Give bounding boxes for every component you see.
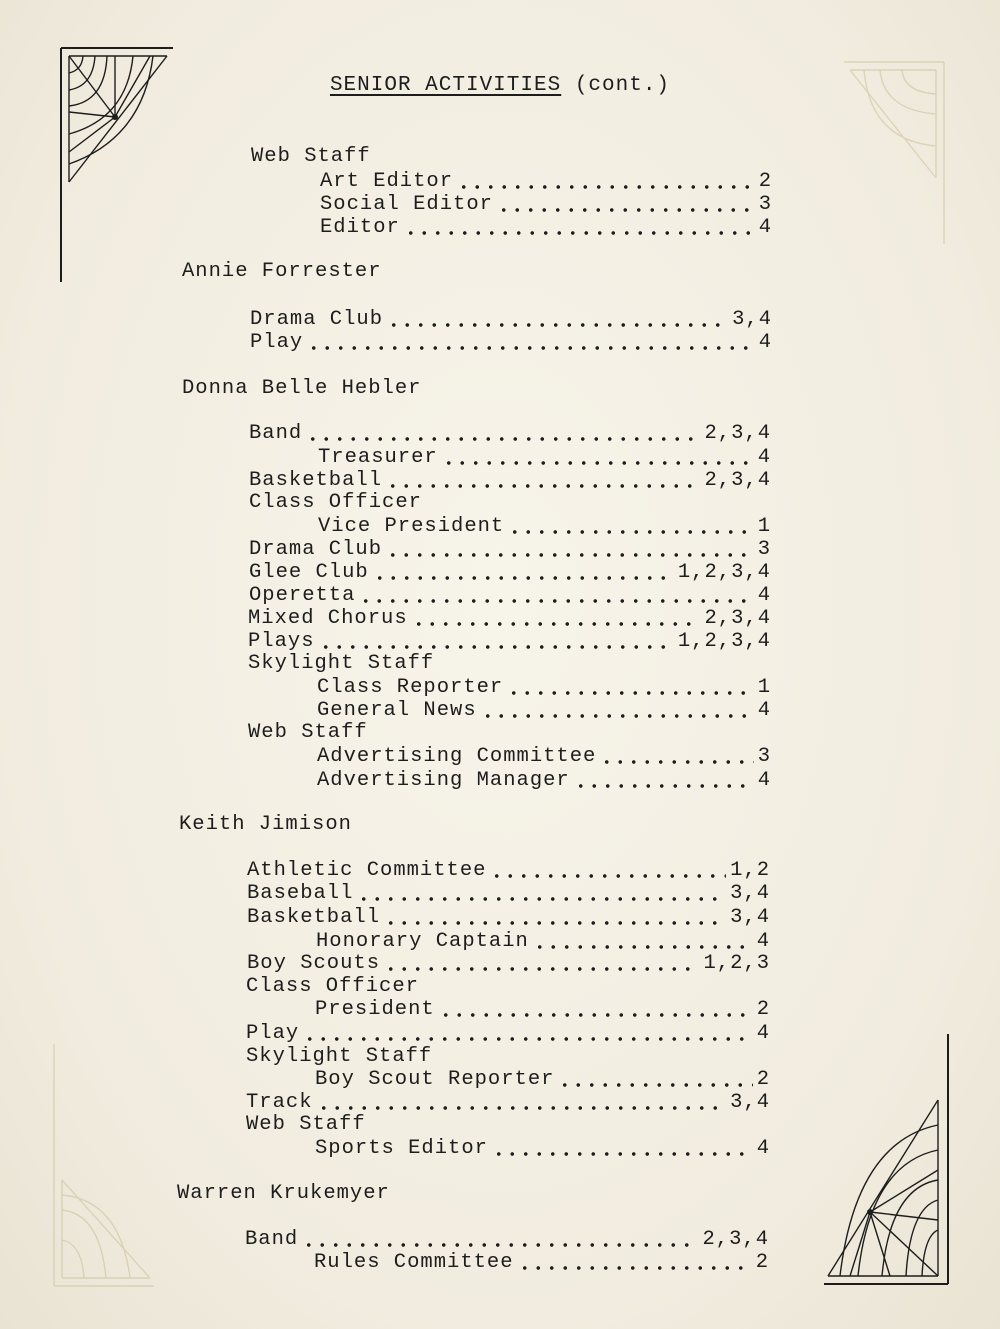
activity-label: Social Editor xyxy=(320,193,493,216)
activity-row xyxy=(249,561,771,584)
activity-years: 1,2,3,4 xyxy=(677,630,771,653)
activity-row xyxy=(315,1137,770,1160)
activity-years: 2 xyxy=(756,1068,770,1091)
activity-row xyxy=(249,584,771,607)
dot-leader xyxy=(404,230,755,236)
dot-leader xyxy=(442,460,754,466)
dot-leader xyxy=(384,966,699,972)
student-name: Keith Jimison xyxy=(179,813,352,836)
dot-leader xyxy=(497,207,755,213)
activity-label: Athletic Committee xyxy=(247,859,487,882)
activity-row xyxy=(250,331,772,354)
activity-years: 2,3,4 xyxy=(704,422,771,445)
student-name: Warren Krukemyer xyxy=(177,1182,390,1205)
activity-label: Class Reporter xyxy=(317,676,504,699)
activity-years: 4 xyxy=(758,216,772,239)
activity-years: 3,4 xyxy=(730,882,770,905)
dot-leader xyxy=(412,621,701,627)
activity-label: Honorary Captain xyxy=(316,930,529,953)
dot-leader xyxy=(507,690,753,696)
activity-label: Advertising Manager xyxy=(317,769,570,792)
faint-spiderweb-bottom-left-icon xyxy=(50,1040,160,1290)
activity-label: Treasurer xyxy=(318,446,438,469)
activity-row xyxy=(317,745,771,768)
activity-group-heading: Web Staff xyxy=(248,721,368,744)
dot-leader xyxy=(386,552,754,558)
dot-leader xyxy=(317,1105,727,1111)
activity-years: 2 xyxy=(758,170,772,193)
activity-label: Play xyxy=(246,1022,300,1045)
activity-years: 3 xyxy=(757,538,771,561)
activity-label: Operetta xyxy=(249,584,356,607)
activity-row xyxy=(249,469,771,492)
activity-years: 4 xyxy=(757,584,771,607)
dot-leader xyxy=(518,1265,752,1271)
activity-years: 2,3,4 xyxy=(704,469,771,492)
activity-years: 3,4 xyxy=(732,308,772,331)
dot-leader xyxy=(439,1012,753,1018)
dot-leader xyxy=(384,920,726,926)
activity-label: Vice President xyxy=(318,515,505,538)
activity-row xyxy=(249,422,771,445)
dot-leader xyxy=(492,1151,753,1157)
activity-years: 3,4 xyxy=(730,1091,770,1114)
activity-label: President xyxy=(315,998,435,1021)
activity-row xyxy=(320,193,772,216)
dot-leader xyxy=(307,345,754,351)
activity-label: Editor xyxy=(320,216,400,239)
activity-years: 3,4 xyxy=(730,906,770,929)
activity-years: 4 xyxy=(758,331,772,354)
activity-label: General News xyxy=(317,699,477,722)
activity-row xyxy=(316,930,770,953)
activity-row xyxy=(250,308,772,331)
activity-years: 2,3,4 xyxy=(702,1228,769,1251)
activity-row xyxy=(318,446,771,469)
activity-label: Basketball xyxy=(249,469,383,492)
dot-leader xyxy=(600,759,753,765)
activity-label: Glee Club xyxy=(249,561,369,584)
student-name: Donna Belle Hebler xyxy=(182,377,422,400)
activity-row xyxy=(315,998,770,1021)
activity-row xyxy=(247,882,770,905)
activity-row xyxy=(317,676,771,699)
dot-leader xyxy=(319,644,674,650)
dot-leader xyxy=(481,713,754,719)
activity-years: 3 xyxy=(757,745,771,768)
dot-leader xyxy=(574,783,754,789)
title-suffix: (cont.) xyxy=(574,74,671,97)
activity-years: 4 xyxy=(757,769,771,792)
dot-leader xyxy=(387,322,728,328)
activity-label: Plays xyxy=(248,630,315,653)
activity-years: 4 xyxy=(756,1137,770,1160)
activity-row xyxy=(314,1251,769,1274)
activity-row xyxy=(320,170,772,193)
activity-row xyxy=(246,1022,770,1045)
activity-label: Baseball xyxy=(247,882,354,905)
activity-group-heading: Skylight Staff xyxy=(246,1045,433,1068)
dot-leader xyxy=(357,896,726,902)
activity-row xyxy=(247,906,770,929)
dot-leader xyxy=(533,944,753,950)
activity-row xyxy=(246,1091,770,1114)
activity-label: Band xyxy=(249,422,303,445)
activity-group-heading: Web Staff xyxy=(251,145,371,168)
dot-leader xyxy=(558,1082,752,1088)
activity-row xyxy=(315,1068,770,1091)
activity-years: 2 xyxy=(755,1251,769,1274)
activity-row xyxy=(320,216,772,239)
activity-years: 1,2,3 xyxy=(703,952,770,975)
title-main: SENIOR ACTIVITIES xyxy=(329,74,562,97)
activity-label: Rules Committee xyxy=(314,1251,514,1274)
activity-label: Basketball xyxy=(247,906,381,929)
spiderweb-corner-top-left-icon xyxy=(55,42,180,287)
faint-spiderweb-top-right-icon xyxy=(840,58,950,248)
dot-leader xyxy=(373,575,674,581)
dot-leader xyxy=(490,873,726,879)
activity-row xyxy=(247,859,770,882)
activity-label: Drama Club xyxy=(249,538,383,561)
dot-leader xyxy=(457,184,755,190)
activity-years: 1 xyxy=(757,515,771,538)
dot-leader xyxy=(508,529,753,535)
activity-years: 4 xyxy=(757,446,771,469)
dot-leader xyxy=(386,483,700,489)
activity-row xyxy=(317,699,771,722)
activity-label: Drama Club xyxy=(250,308,384,331)
activity-label: Sports Editor xyxy=(315,1137,488,1160)
activity-group-heading: Class Officer xyxy=(246,975,419,998)
activity-years: 1 xyxy=(757,676,771,699)
activity-label: Band xyxy=(245,1228,299,1251)
dot-leader xyxy=(303,1036,752,1042)
activity-row xyxy=(248,607,771,630)
dot-leader xyxy=(306,436,700,442)
activity-label: Boy Scouts xyxy=(247,952,381,975)
activity-label: Play xyxy=(250,331,304,354)
student-name: Annie Forrester xyxy=(182,260,382,283)
activity-years: 4 xyxy=(756,930,770,953)
activity-years: 2,3,4 xyxy=(704,607,771,630)
activity-group-heading: Web Staff xyxy=(246,1113,366,1136)
spiderweb-corner-bottom-right-icon xyxy=(820,1030,955,1290)
activity-row xyxy=(318,515,771,538)
activity-group-heading: Class Officer xyxy=(249,491,422,514)
activity-row xyxy=(247,952,770,975)
activity-years: 3 xyxy=(758,193,772,216)
activity-label: Art Editor xyxy=(320,170,454,193)
dot-leader xyxy=(359,598,753,604)
activity-row xyxy=(317,769,771,792)
activity-label: Mixed Chorus xyxy=(248,607,408,630)
activity-row xyxy=(245,1228,769,1251)
activity-label: Advertising Committee xyxy=(317,745,597,768)
activity-years: 1,2,3,4 xyxy=(677,561,771,584)
dot-leader xyxy=(302,1242,698,1248)
activity-group-heading: Skylight Staff xyxy=(248,652,435,675)
activity-row xyxy=(248,630,771,653)
activity-years: 1,2 xyxy=(730,859,770,882)
activity-label: Track xyxy=(246,1091,313,1114)
activity-years: 4 xyxy=(756,1022,770,1045)
activity-years: 4 xyxy=(757,699,771,722)
activity-row xyxy=(249,538,771,561)
activity-years: 2 xyxy=(756,998,770,1021)
activity-label: Boy Scout Reporter xyxy=(315,1068,555,1091)
